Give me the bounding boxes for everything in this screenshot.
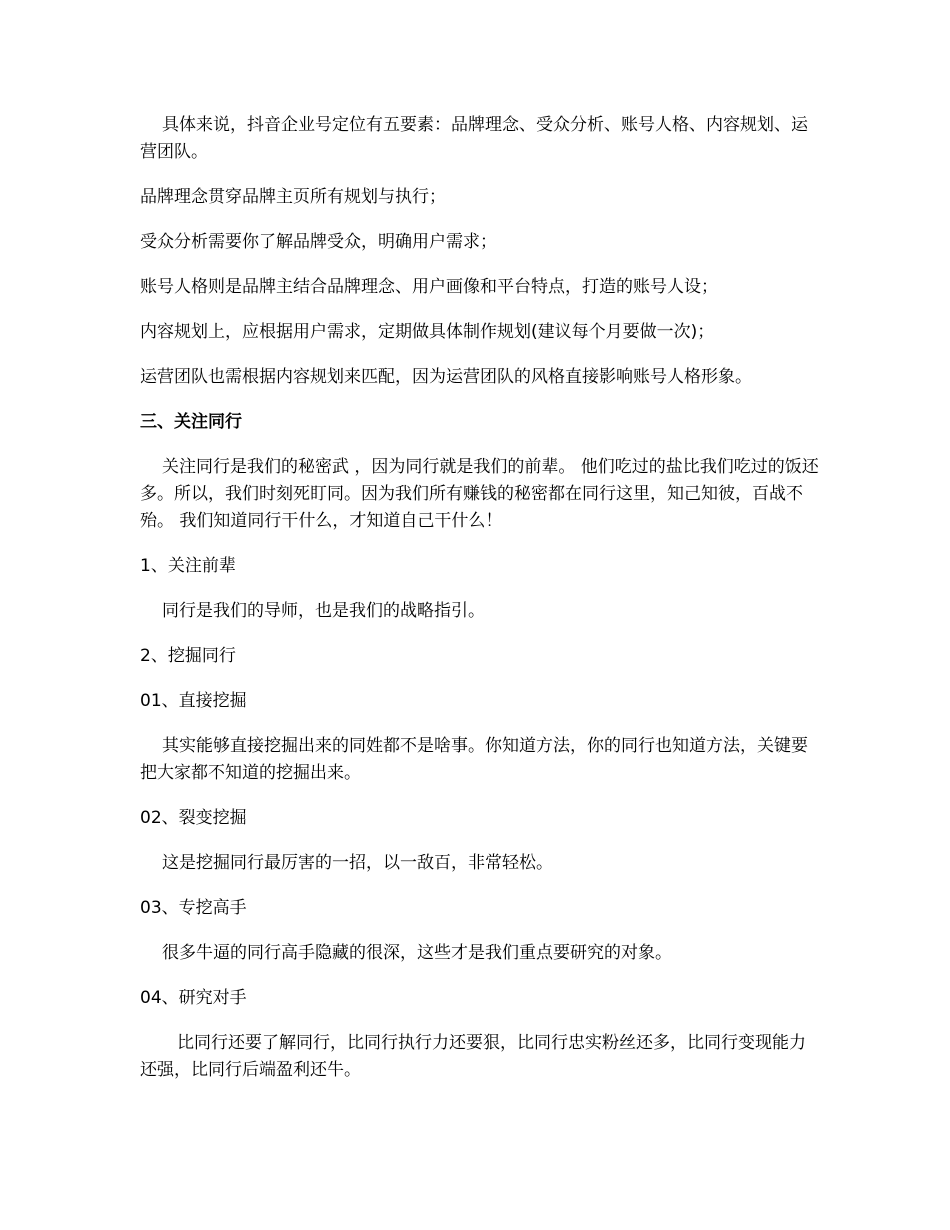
paragraph-five-elements: 具体来说，抖音企业号定位有五要素：品牌理念、受众分析、账号人格、内容规划、运营团队。: [140, 115, 808, 162]
paragraph-content-planning: 内容规划上，应根据用户需求，定期做具体制作规划(建议每个月要做一次)；: [140, 322, 715, 342]
paragraph-peers-mentor: 同行是我们的导师，也是我们的战略指引。: [162, 601, 485, 621]
subheading-follow-predecessors: 1、关注前辈: [140, 556, 236, 576]
subheading-direct-dig: 01、直接挖掘: [140, 691, 247, 711]
subheading-dig-peers: 2、挖掘同行: [140, 646, 236, 666]
subheading-dig-experts: 03、专挖高手: [140, 898, 247, 918]
subheading-study-rivals: 04、研究对手: [140, 988, 247, 1008]
subheading-fission-dig: 02、裂变挖掘: [140, 808, 247, 828]
paragraph-operation-team: 运营团队也需根据内容规划来匹配，因为运营团队的风格直接影响账号人格形象。: [140, 367, 752, 387]
paragraph-direct-dig: 其实能够直接挖掘出来的同姓都不是啥事。你知道方法，你的同行也知道方法，关键要把大家都不知道的挖掘出来。: [140, 736, 808, 783]
paragraph-account-persona: 账号人格则是品牌主结合品牌理念、用户画像和平台特点，打造的账号人设；: [140, 277, 718, 297]
paragraph-dig-experts: 很多牛逼的同行高手隐藏的很深，这些才是我们重点要研究的对象。: [162, 943, 672, 963]
paragraph-study-rivals: 比同行还要了解同行，比同行执行力还要狠，比同行忠实粉丝还多，比同行变现能力还强，比同行后端盈利还牛。: [140, 1033, 806, 1080]
paragraph-follow-peers: 关注同行是我们的秘密武 ，因为同行就是我们的前辈。 他们吃过的盐比我们吃过的饭还多。所以，我们时刻死盯同。因为我们所有赚钱的秘密都在同行这里，知己知彼，百战不殆。 我们知道同行干什么，才知道自己干什么！: [140, 457, 819, 531]
paragraph-fission-dig: 这是挖掘同行最厉害的一招，以一敌百，非常轻松。: [162, 853, 553, 873]
paragraph-audience-analysis: 受众分析需要你了解品牌受众，明确用户需求；: [140, 232, 497, 252]
document-page: [140, 112, 820, 1102]
paragraph-brand-concept: 品牌理念贯穿品牌主页所有规划与执行；: [140, 187, 446, 207]
section-heading-follow-peers: 三、关注同行: [140, 412, 242, 432]
